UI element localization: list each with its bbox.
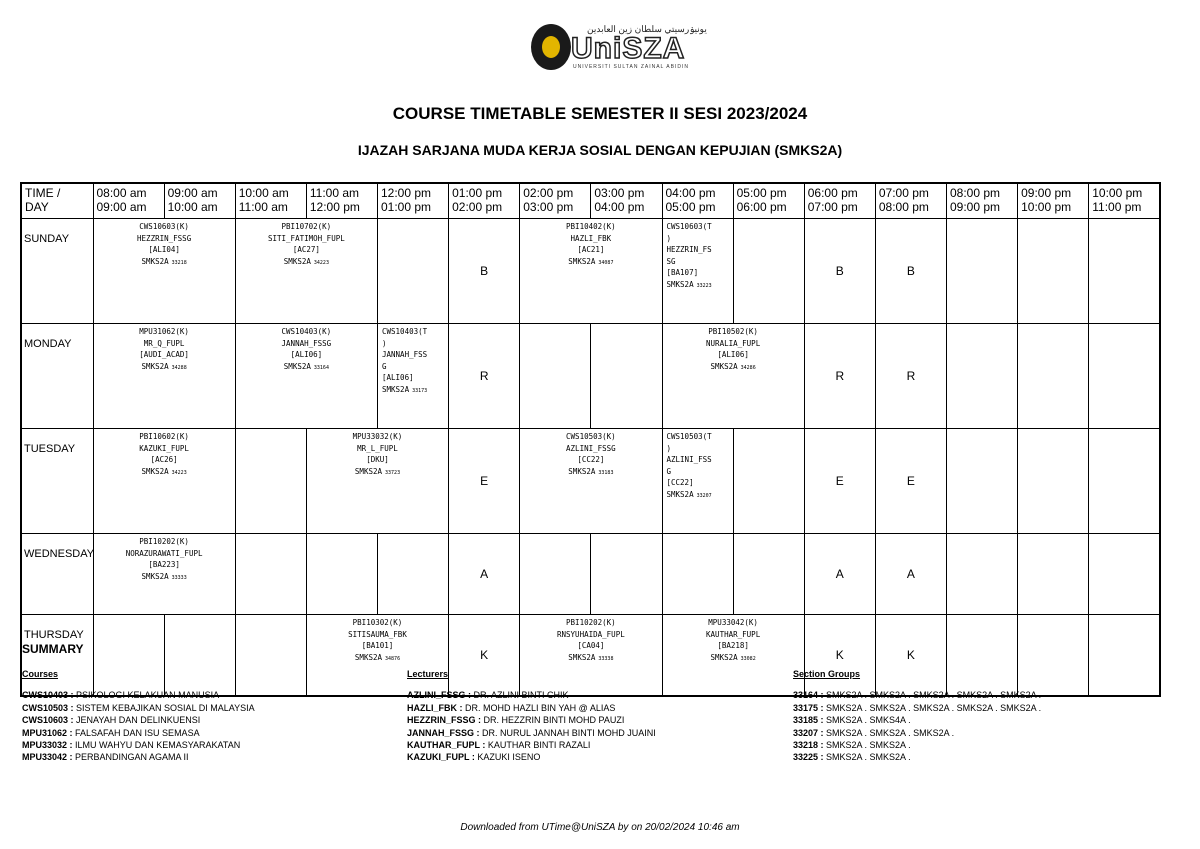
summary-item-name: DR. HEZZRIN BINTI MOHD PAUZI <box>481 715 625 726</box>
summary-item-name: SMKS2A . SMKS2A . <box>823 752 911 763</box>
summary-item-name: PERBANDINGAN AGAMA II <box>72 752 189 763</box>
course-line: SITI_FATIMOH_FUPL <box>267 233 345 243</box>
logo-wordmark: UniSZA <box>571 32 686 65</box>
empty-cell <box>947 219 1018 324</box>
summary-item-code: JANNAH_FSSG : <box>407 727 480 738</box>
section-number: 34286 <box>737 364 756 371</box>
break-letter: K <box>449 615 520 697</box>
summary-item-name: JENAYAH DAN DELINKUENSI <box>73 715 201 726</box>
break-letter: R <box>875 324 946 429</box>
empty-cell <box>1018 219 1089 324</box>
empty-cell <box>662 534 733 615</box>
section-number: 33164 <box>310 364 329 371</box>
day-label: WEDNESDAY <box>21 534 93 615</box>
summary-item <box>793 739 1041 751</box>
course-line: JANNAH_FSSG <box>281 338 332 348</box>
course-cell[interactable] <box>93 324 235 429</box>
course-cell[interactable] <box>235 219 377 324</box>
course-line: CWS10503(K) <box>566 432 616 441</box>
courses-summary <box>22 668 255 764</box>
empty-cell <box>947 429 1018 534</box>
summary-item-name: DR. AZLINI BINTI CHIK <box>471 690 569 701</box>
unisza-seal-icon <box>531 24 571 70</box>
course-line: [AC27] <box>292 245 320 254</box>
course-line: MR_L_FUPL <box>357 443 398 453</box>
course-line: PBI10702(K) <box>281 222 332 231</box>
time-header: 12:00 pm 01:00 pm <box>378 183 449 219</box>
empty-cell <box>591 324 662 429</box>
empty-cell <box>235 429 306 534</box>
time-header: 02:00 pm 03:00 pm <box>520 183 591 219</box>
summary-item-code: KAUTHAR_FUPL : <box>407 740 486 751</box>
summary-item <box>22 689 255 701</box>
course-line: PBI10302(K) <box>352 618 403 627</box>
summary-item-name: ILMU WAHYU DAN KEMASYARAKATAN <box>72 740 241 751</box>
course-line: [BA223] <box>148 560 180 569</box>
empty-cell <box>733 429 804 534</box>
summary-item-name: KAZUKI ISENO <box>474 752 541 763</box>
course-cell[interactable] <box>520 219 662 324</box>
break-letter: B <box>875 219 946 324</box>
section-group-line: SMKS2A 34286 <box>710 361 756 371</box>
courses-heading: Courses <box>22 669 59 679</box>
course-line: [BA218] <box>717 641 749 650</box>
summary-item-code: 33225 : <box>793 752 824 763</box>
logo-arabic-text: يونيۏرسيتي سلطان زين العابدين <box>587 24 707 34</box>
course-line: [BA101] <box>361 641 394 650</box>
summary-item-code: MPU33042 : <box>22 752 73 763</box>
empty-cell <box>520 324 591 429</box>
section-number: 34087 <box>595 259 614 266</box>
course-line: G <box>382 361 387 371</box>
course-line: AZLINI_FSS <box>666 455 712 464</box>
course-line: [CA04] <box>577 641 605 650</box>
section-groups-summary <box>793 668 1041 764</box>
course-line: MPU31062(K) <box>139 327 189 336</box>
empty-cell <box>733 534 804 615</box>
course-line: [ALI06] <box>290 350 323 359</box>
break-letter: E <box>875 429 946 534</box>
summary-item-code: 33185 : <box>793 715 824 726</box>
summary-item-code: 33164 : <box>793 690 824 701</box>
break-letter: R <box>449 324 520 429</box>
summary-list <box>22 689 255 763</box>
time-header: 04:00 pm 05:00 pm <box>662 183 733 219</box>
empty-cell <box>1089 219 1160 324</box>
empty-cell <box>1018 429 1089 534</box>
day-row-wednesday <box>21 534 1160 615</box>
summary-list <box>407 689 656 763</box>
section-number: 34223 <box>168 469 187 476</box>
summary-item <box>793 751 1041 763</box>
summary-item-name: FALSAFAH DAN ISU SEMASA <box>72 727 200 738</box>
course-cell[interactable] <box>662 324 804 429</box>
summary-item-name: SMKS2A . SMKS4A . <box>823 715 911 726</box>
day-row-monday <box>21 324 1160 429</box>
break-letter: K <box>804 615 875 697</box>
empty-cell <box>235 534 306 615</box>
course-line: PBI10602(K) <box>139 432 189 441</box>
time-header: 06:00 pm 07:00 pm <box>804 183 875 219</box>
course-line: PBI10402(K) <box>566 222 616 231</box>
section-group-line: SMKS2A 33723 <box>354 466 401 476</box>
section-number: 34288 <box>168 364 187 371</box>
course-line: JANNAH_FSS <box>382 350 428 359</box>
summary-item <box>22 714 255 726</box>
unisza-logo <box>527 20 707 75</box>
section-number: 33183 <box>595 469 614 476</box>
section-group-line: SMKS2A 33082 <box>710 652 756 662</box>
day-label: MONDAY <box>21 324 93 429</box>
section-number: 34223 <box>310 259 329 266</box>
course-line: [ALI06] <box>717 350 749 359</box>
break-letter: A <box>804 534 875 615</box>
course-line: PBI10202(K) <box>566 618 616 627</box>
summary-item <box>22 751 255 763</box>
summary-item <box>407 689 656 701</box>
section-group-line: SMKS2A 33183 <box>568 466 614 476</box>
empty-cell <box>1018 534 1089 615</box>
summary-item <box>407 739 656 751</box>
section-group-line: SMKS2A 34288 <box>141 361 187 371</box>
empty-cell <box>733 219 804 324</box>
course-line: G <box>666 466 672 476</box>
section-number: 33173 <box>409 387 428 394</box>
time-header: 08:00 pm 09:00 pm <box>947 183 1018 219</box>
course-line: [ALI06] <box>382 373 414 382</box>
lecturers-heading: Lecturers <box>407 669 449 679</box>
course-line: RNSYUHAIDA_FUPL <box>557 629 625 639</box>
summary-item <box>793 727 1041 739</box>
section-group-line: SMKS2A 33207 <box>666 489 712 499</box>
course-line: [DKU] <box>366 455 389 464</box>
empty-cell <box>947 324 1018 429</box>
course-line: CWS10503(T <box>666 432 712 441</box>
course-line: CWS10403(K) <box>281 327 332 336</box>
empty-cell <box>947 534 1018 615</box>
course-line: SG <box>666 256 676 266</box>
summary-item <box>22 739 255 751</box>
summary-item-code: CWS10603 : <box>22 715 74 726</box>
day-label: TUESDAY <box>21 429 93 534</box>
course-line: [AC26] <box>150 455 178 464</box>
course-cell[interactable] <box>93 534 235 615</box>
summary-item-name: DR. NURUL JANNAH BINTI MOHD JUAINI <box>479 727 656 738</box>
program-subtitle: IJAZAH SARJANA MUDA KERJA SOSIAL DENGAN KEPUJIAN (SMKS2A) <box>357 142 843 158</box>
empty-cell <box>1089 615 1160 697</box>
course-line: MPU33042(K) <box>708 618 758 627</box>
empty-cell <box>520 534 591 615</box>
break-letter: A <box>449 534 520 615</box>
summary-item-code: MPU31062 : <box>22 727 73 738</box>
course-line: CWS10603(K) <box>139 222 189 231</box>
time-header: 08:00 am 09:00 am <box>93 183 164 219</box>
course-line: CWS10403(T <box>382 327 428 336</box>
section-group-line: SMKS2A 33333 <box>141 571 187 581</box>
section-group-line: SMKS2A 33223 <box>666 279 712 289</box>
day-row-tuesday <box>21 429 1160 534</box>
course-line: KAUTHAR_FUPL <box>706 629 761 639</box>
summary-item-name: SMKS2A . SMKS2A . SMKS2A . SMKS2A . SMKS2A . <box>823 690 1042 701</box>
break-letter: E <box>804 429 875 534</box>
course-line: MR_Q_FUPL <box>143 338 185 348</box>
summary-item-code: CWS10403 : <box>22 690 74 701</box>
course-cell[interactable] <box>520 429 662 534</box>
summary-item <box>793 714 1041 726</box>
section-number: 33223 <box>693 282 712 289</box>
summary-item <box>407 714 656 726</box>
break-letter: K <box>875 615 946 697</box>
course-cell[interactable] <box>662 219 733 324</box>
course-line: [CC22] <box>577 455 605 464</box>
summary-item-name: SMKS2A . SMKS2A . SMKS2A . SMKS2A . SMKS2A . <box>823 702 1042 713</box>
timetable <box>20 182 1161 697</box>
empty-cell <box>306 534 377 615</box>
course-line: PBI10202(K) <box>139 537 189 546</box>
course-line: NURALIA_FUPL <box>706 338 761 348</box>
course-cell[interactable] <box>93 219 235 324</box>
summary-item-code: HAZLI_FBK : <box>407 702 463 713</box>
time-header: 05:00 pm 06:00 pm <box>733 183 804 219</box>
course-cell[interactable] <box>662 615 804 697</box>
summary-item-code: 33207 : <box>793 727 824 738</box>
course-line: HEZZRIN_FS <box>666 245 712 254</box>
day-row-sunday <box>21 219 1160 324</box>
timetable-header-row <box>21 183 1160 219</box>
empty-cell <box>1089 534 1160 615</box>
summary-item-code: HEZZRIN_FSSG : <box>407 715 482 726</box>
section-number: 34876 <box>382 655 401 662</box>
summary-item <box>407 751 656 763</box>
course-cell[interactable] <box>662 429 733 534</box>
day-label: THURSDAY <box>21 615 93 697</box>
course-line: ) <box>382 338 387 348</box>
break-letter: B <box>449 219 520 324</box>
summary-item <box>407 727 656 739</box>
section-number: 33218 <box>168 259 187 266</box>
summary-list <box>793 689 1041 763</box>
time-header: 03:00 pm 04:00 pm <box>591 183 662 219</box>
logo-subtitle: UNIVERSITI SULTAN ZAINAL ABIDIN <box>573 64 689 70</box>
time-header: 10:00 pm 11:00 pm <box>1089 183 1160 219</box>
section-number: 33338 <box>595 655 614 662</box>
page-title: COURSE TIMETABLE SEMESTER II SESI 2023/2024 <box>392 104 808 123</box>
time-header: 09:00 am 10:00 am <box>164 183 235 219</box>
corner-header: TIME / DAY <box>21 183 93 219</box>
lecturers-summary <box>407 668 656 764</box>
section-number: 33723 <box>382 469 401 476</box>
course-line: NORAZURAWATI_FUPL <box>125 548 203 558</box>
course-line: HAZLI_FBK <box>570 233 612 243</box>
summary-item <box>22 702 255 714</box>
section-group-line: SMKS2A 33173 <box>382 384 428 394</box>
summary-item <box>407 702 656 714</box>
section-group-line: SMKS2A 33164 <box>283 361 329 371</box>
course-cell[interactable] <box>306 429 448 534</box>
course-line: ) <box>666 443 672 453</box>
course-line: PBI10502(K) <box>708 327 758 336</box>
section-number: 33082 <box>737 655 756 662</box>
day-label: SUNDAY <box>21 219 93 324</box>
summary-item <box>793 689 1041 701</box>
course-line: [CC22] <box>666 478 694 487</box>
summary-item <box>22 727 255 739</box>
course-line: [AC21] <box>577 245 605 254</box>
summary-item <box>793 702 1041 714</box>
course-line: [AUDI_ACAD] <box>139 350 189 359</box>
course-cell[interactable] <box>378 324 449 429</box>
time-header: 09:00 pm 10:00 pm <box>1018 183 1089 219</box>
empty-cell <box>1089 429 1160 534</box>
summary-item-name: SISTEM KEBAJIKAN SOSIAL DI MALAYSIA <box>73 702 255 713</box>
section-number: 33333 <box>168 574 187 581</box>
summary-item-code: AZLINI_FSSG : <box>407 690 472 701</box>
section-group-line: SMKS2A 34876 <box>354 652 401 662</box>
summary-item-name: DR. MOHD HAZLI BIN YAH @ ALIAS <box>462 702 616 713</box>
course-line: [BA107] <box>666 268 699 277</box>
course-line: CWS10603(T <box>666 222 712 231</box>
break-letter: B <box>804 219 875 324</box>
course-line: HEZZRIN_FSSG <box>137 233 192 243</box>
section-group-line: SMKS2A 33338 <box>568 652 614 662</box>
time-header: 01:00 pm 02:00 pm <box>449 183 520 219</box>
time-header: 10:00 am 11:00 am <box>235 183 306 219</box>
break-letter: A <box>875 534 946 615</box>
course-line: AZLINI_FSSG <box>566 443 616 453</box>
section-group-line: SMKS2A 33218 <box>141 256 187 266</box>
summary-item-name: PSIKOLOGI KELAKUAN MANUSIA <box>73 690 220 701</box>
summary-item-code: 33175 : <box>793 702 824 713</box>
course-line: MPU33032(K) <box>352 432 403 441</box>
summary-item-name: SMKS2A . SMKS2A . SMKS2A . <box>823 727 955 738</box>
course-line: [ALI04] <box>148 245 180 254</box>
course-cell[interactable] <box>235 324 377 429</box>
summary-item-name: KAUTHAR BINTI RAZALI <box>485 740 591 751</box>
section-group-line: SMKS2A 34087 <box>568 256 614 266</box>
course-line: ) <box>666 233 672 243</box>
summary-item-code: KAZUKI_FUPL : <box>407 752 475 763</box>
course-line: KAZUKI_FUPL <box>139 443 189 453</box>
empty-cell <box>591 534 662 615</box>
empty-cell <box>378 219 449 324</box>
section-groups-heading: Section Groups <box>793 669 861 679</box>
course-line: SITISAUMA_FBK <box>348 629 407 639</box>
download-footer: Downloaded from UTime@UniSZA by on 20/02/2024 10:46 am <box>460 822 740 833</box>
time-header: 11:00 am 12:00 pm <box>306 183 377 219</box>
section-group-line: SMKS2A 34223 <box>283 256 329 266</box>
summary-item-code: CWS10503 : <box>22 702 74 713</box>
section-number: 33207 <box>693 492 712 499</box>
summary-item-name: SMKS2A . SMKS2A . <box>823 740 911 751</box>
empty-cell <box>1089 324 1160 429</box>
empty-cell <box>378 534 449 615</box>
break-letter: E <box>449 429 520 534</box>
summary-heading: SUMMARY <box>22 642 84 656</box>
summary-item-code: 33218 : <box>793 740 824 751</box>
empty-cell <box>1018 324 1089 429</box>
section-group-line: SMKS2A 34223 <box>141 466 187 476</box>
break-letter: R <box>804 324 875 429</box>
summary-item-code: MPU33032 : <box>22 740 73 751</box>
course-cell[interactable] <box>93 429 235 534</box>
time-header: 07:00 pm 08:00 pm <box>875 183 946 219</box>
